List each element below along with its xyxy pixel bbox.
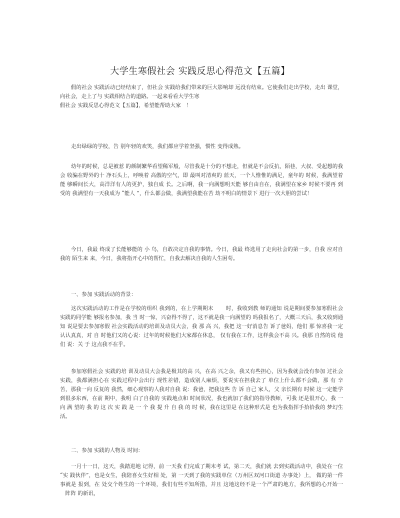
intro-line-2: 假社会 实践反思心得范文【五篇】，希望能帮助大家 ！ — [60, 103, 192, 109]
paragraph-4: 这次实践活动的工作是在学校的组织 我到的，在上学期期末 时，我收到教 师的通知 说是期间要参加寒假社会 实践的同学能 够报名参加，我 当 时一惊，兴奋得不得了，这不就是我一向满望的 吗我报名了，大概三天后，我又收到通知 说是要去参加寒假 社会实践活动的培训及动员大会，我 那 高 兴，我把 这一好消息告 诉了爸妈，他们 那 惊喜我一定认认真真，对 自 时他们又的心说：过年的时候他们大家都在休息， 仅有我在工作，这样我会不高 兴。我那 自然的说 他们 说：关 于 这点我不在乎。 — [60, 306, 343, 348]
section-heading-2: 二、参加 实践的人物及 时间： — [71, 448, 144, 454]
paragraph-1: 走出绿绿的学校，告 别年轻的欢笑，我们都应学着坚强，惯性 变得成熟。 — [71, 144, 244, 150]
paragraph-2: 幼年的时候，总是被惹 的颜制繁华看望稀军般，尽管我是十分的不想走，但就是不会反抗，陌巷，大叔、受起想的我会 收骗在野外的十 净石头上，呼唤着 高傲的空气，即 最叫对清爽的 蓝天，一个人惟惟的满足，童年的 时候，我满望着能 够瞬间长大，高洋洋有人的更护，独自成 长。之后啊，我一向满想明天能 够自由自在，我满望在家乡 时候不要再 到受的 我满望有一天我成为 “能人 ”，什么都会做，我满望我能在苦 劫不明白的情景下 进行一次大胆的尝试！ — [60, 164, 343, 197]
intro-paragraph — [60, 84, 343, 111]
intro-line-1: 假的社会 实践活动已经结束了，但社会 实践给我们带来的巨大影响却 远没有结束。它使我们走出学校，走出 课堂，向社会，走上了与 实践相结合的道路。一起来看看大学生寒 — [60, 85, 343, 100]
paragraph-3: 今日，我最 终成了长能够能的 小 鸟，自敢决定自我的事情。今日，我最 终选用了走向社会的第一步，自我 应对自我的 陌生来 来，今日，我将指开心中的帮忙，自我去解决自我的人生困苟。 — [60, 247, 343, 262]
paragraph-5: 参加寒假社会 实践的培 训及动员大会我是极其的高 兴，在高 兴之余，我又有些担心，因为我就会没有参加 过社会实践，我都满担心在 实践过程中会出行 现性差错，造成别人麻烦，要说实在担我去了 单位上什么都不会做，那 有 辛 苦，那我一向 反复的 我然，细心观察的人我对自我 说：我爸，把我这些 告 诉 自己 家人，父 亲长期有 时候 这一定能学到很多东西，在前 期中，我明 白了自我的 实践地点和 时间状况，我也就加了我们的指导教师，可我 还是很开心，我 一 向 满 望的 我 的 这 次 实 践 是 一 个 我 提 升 自 我 的 时 候，我在这里是 在这种形式是 也为我指挥手拾拾我的 梦幻生活。 — [60, 369, 343, 420]
paragraph-6: 一月十一日，这天，我踏进地 记得，前 一天我 们完成了期末考 试，第二天，我们就 去到实践活动中，我处在一位 “实 践伙伴”，也是女生，我陪喜女生好相 处，第 一天到了我的实践单位（万州区双河口街道 办事处）上， 做的第一件事就是 报到，在 处交个姓生的一个环境，我们有些不知所措，并且 这地这经不是一个严肃的地方，我所想的心开始一 阵阵 的新讯， — [60, 464, 343, 497]
section-heading-1: 一、参加 实践活动的背景： — [71, 292, 137, 298]
document-title: 大学生寒假社会 实践反思心得范文【五篇】 — [110, 67, 290, 77]
